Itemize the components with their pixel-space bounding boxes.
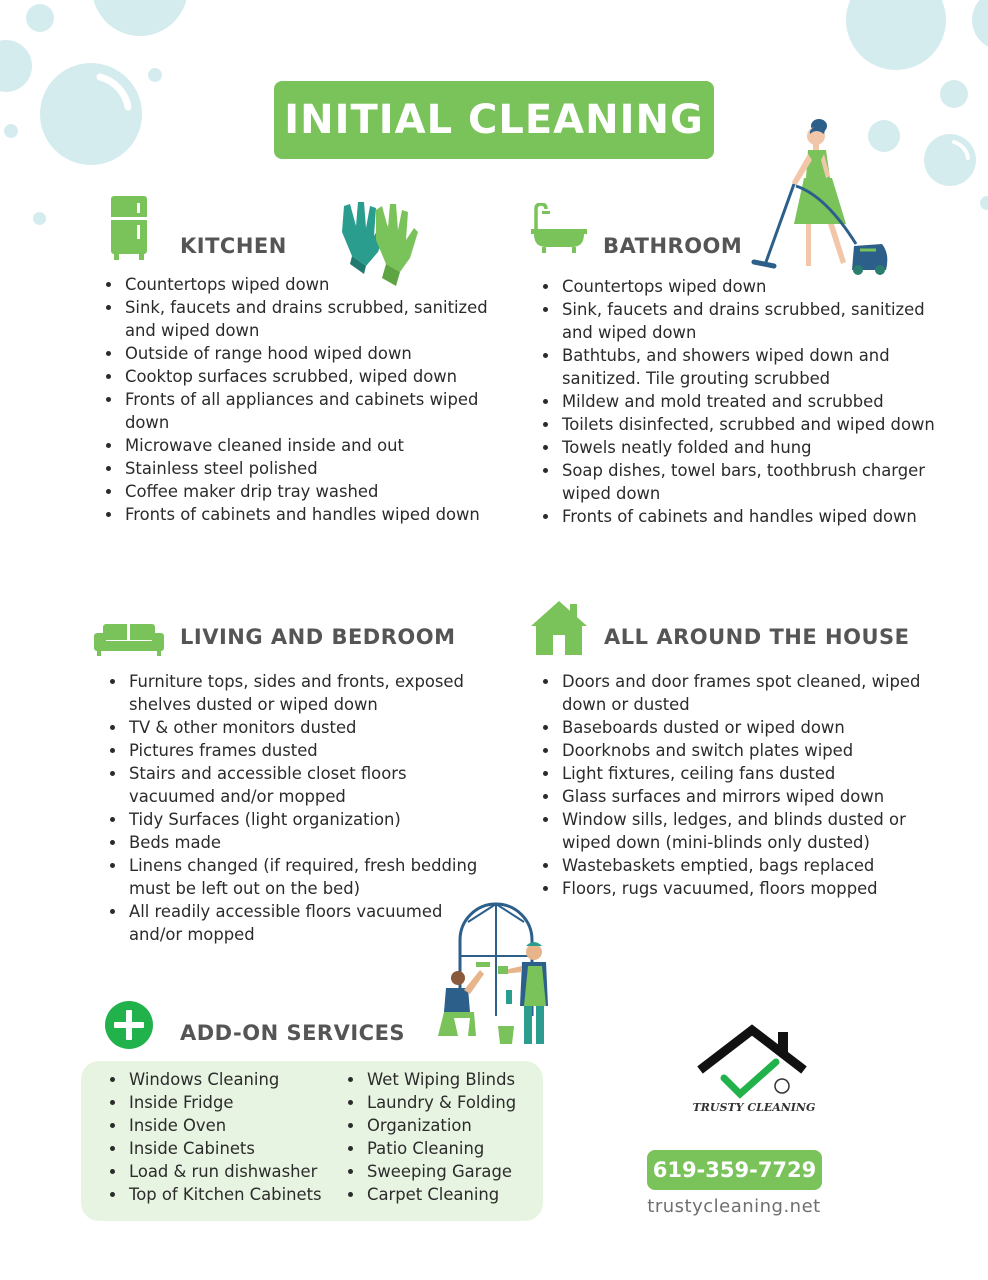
list-item: • Windows Cleaning — [127, 1068, 357, 1091]
title-banner — [274, 81, 714, 159]
list-item: • Countertops wiped down — [123, 273, 523, 296]
list-item: • Doors and door frames spot cleaned, wiped down or dusted — [560, 670, 945, 716]
trusty-cleaning-logo-icon — [694, 1024, 810, 1104]
house-icon — [530, 600, 588, 656]
list-item: • Window sills, ledges, and blinds dusted or wiped down (mini-blinds only dusted) — [560, 808, 945, 854]
phone-badge[interactable] — [647, 1150, 822, 1190]
addons-list-left — [107, 1068, 357, 1206]
list-item: • Fronts of all appliances and cabinets wiped down — [123, 388, 523, 434]
bubble-decoration — [0, 40, 32, 92]
list-item: • Bathtubs, and showers wiped down and sanitized. Tile grouting scrubbed — [560, 344, 945, 390]
list-item: • Wastebaskets emptied, bags replaced — [560, 854, 945, 877]
bubble-decoration — [940, 80, 968, 108]
list-item: • Countertops wiped down — [560, 275, 945, 298]
vacuum-cleaning-woman-icon — [746, 116, 896, 276]
list-item: • All readily accessible floors vacuumed and/or mopped — [127, 900, 497, 946]
list-item: • Wet Wiping Blinds — [365, 1068, 555, 1091]
list-item: • Mildew and mold treated and scrubbed — [560, 390, 945, 413]
plus-icon — [104, 1000, 154, 1050]
list-item: • Doorknobs and switch plates wiped — [560, 739, 945, 762]
list-item: • Laundry & Folding — [365, 1091, 555, 1114]
bathroom-heading: BATHROOM — [603, 234, 743, 258]
bathtub-icon — [530, 203, 588, 255]
list-item: • Baseboards dusted or wiped down — [560, 716, 945, 739]
list-item: • Beds made — [127, 831, 497, 854]
window-cleaners-icon — [424, 896, 566, 1048]
list-item: • Fronts of cabinets and handles wiped down — [560, 505, 945, 528]
refrigerator-icon — [110, 195, 148, 261]
brand-name: TRUSTY CLEANING — [692, 1101, 816, 1114]
list-item: • TV & other monitors dusted — [127, 716, 497, 739]
list-item: • Towels neatly folded and hung — [560, 436, 945, 459]
list-item: • Sweeping Garage — [365, 1160, 555, 1183]
list-item: • Light fixtures, ceiling fans dusted — [560, 762, 945, 785]
bubble-decoration — [4, 124, 18, 138]
list-item: • Fronts of cabinets and handles wiped down — [123, 503, 523, 526]
bathroom-list — [540, 275, 945, 528]
bubble-decoration — [972, 0, 988, 50]
addons-heading: ADD-ON SERVICES — [180, 1021, 406, 1045]
list-item: • Inside Cabinets — [127, 1137, 357, 1160]
list-item: • Linens changed (if required, fresh bedding must be left out on the bed) — [127, 854, 497, 900]
sofa-icon — [93, 623, 165, 657]
list-item: • Outside of range hood wiped down — [123, 342, 523, 365]
bubble-decoration — [92, 0, 188, 36]
list-item: • Microwave cleaned inside and out — [123, 434, 523, 457]
list-item: • Stairs and accessible closet floors vacuumed and/or mopped — [127, 762, 497, 808]
bubble-highlight — [924, 134, 976, 186]
bubble-decoration — [148, 68, 162, 82]
list-item: • Patio Cleaning — [365, 1137, 555, 1160]
list-item: • Tidy Surfaces (light organization) — [127, 808, 497, 831]
list-item: • Top of Kitchen Cabinets — [127, 1183, 357, 1206]
bubble-highlight — [40, 63, 142, 165]
list-item: • Coffee maker drip tray washed — [123, 480, 523, 503]
website-link[interactable]: trustycleaning.net — [647, 1196, 821, 1217]
list-item: • Carpet Cleaning — [365, 1183, 555, 1206]
house-heading: ALL AROUND THE HOUSE — [604, 625, 910, 649]
list-item: • Furniture tops, sides and fronts, exposed shelves dusted or wiped down — [127, 670, 497, 716]
bubble-decoration — [26, 4, 54, 32]
list-item: • Toilets disinfected, scrubbed and wiped down — [560, 413, 945, 436]
bubble-decoration — [33, 212, 46, 225]
list-item: • Stainless steel polished — [123, 457, 523, 480]
list-item: • Floors, rugs vacuumed, floors mopped — [560, 877, 945, 900]
list-item: • Glass surfaces and mirrors wiped down — [560, 785, 945, 808]
list-item: • Inside Oven — [127, 1114, 357, 1137]
bubble-decoration — [980, 196, 988, 210]
list-item: • Organization — [365, 1114, 555, 1137]
list-item: • Soap dishes, towel bars, toothbrush charger wiped down — [560, 459, 945, 505]
bubble-decoration — [846, 0, 946, 70]
kitchen-heading: KITCHEN — [180, 234, 287, 258]
list-item: • Sink, faucets and drains scrubbed, sanitized and wiped down — [123, 296, 523, 342]
addons-list-right — [345, 1068, 555, 1206]
list-item: • Sink, faucets and drains scrubbed, sanitized and wiped down — [560, 298, 945, 344]
list-item: • Load & run dishwasher — [127, 1160, 357, 1183]
house-list — [540, 670, 945, 900]
list-item: • Pictures frames dusted — [127, 739, 497, 762]
page-title: INITIAL CLEANING — [284, 97, 704, 143]
phone-number: 619-359-7729 — [652, 1158, 817, 1182]
list-item: • Inside Fridge — [127, 1091, 357, 1114]
kitchen-list — [103, 273, 523, 526]
living-heading: LIVING AND BEDROOM — [180, 625, 456, 649]
list-item: • Cooktop surfaces scrubbed, wiped down — [123, 365, 523, 388]
